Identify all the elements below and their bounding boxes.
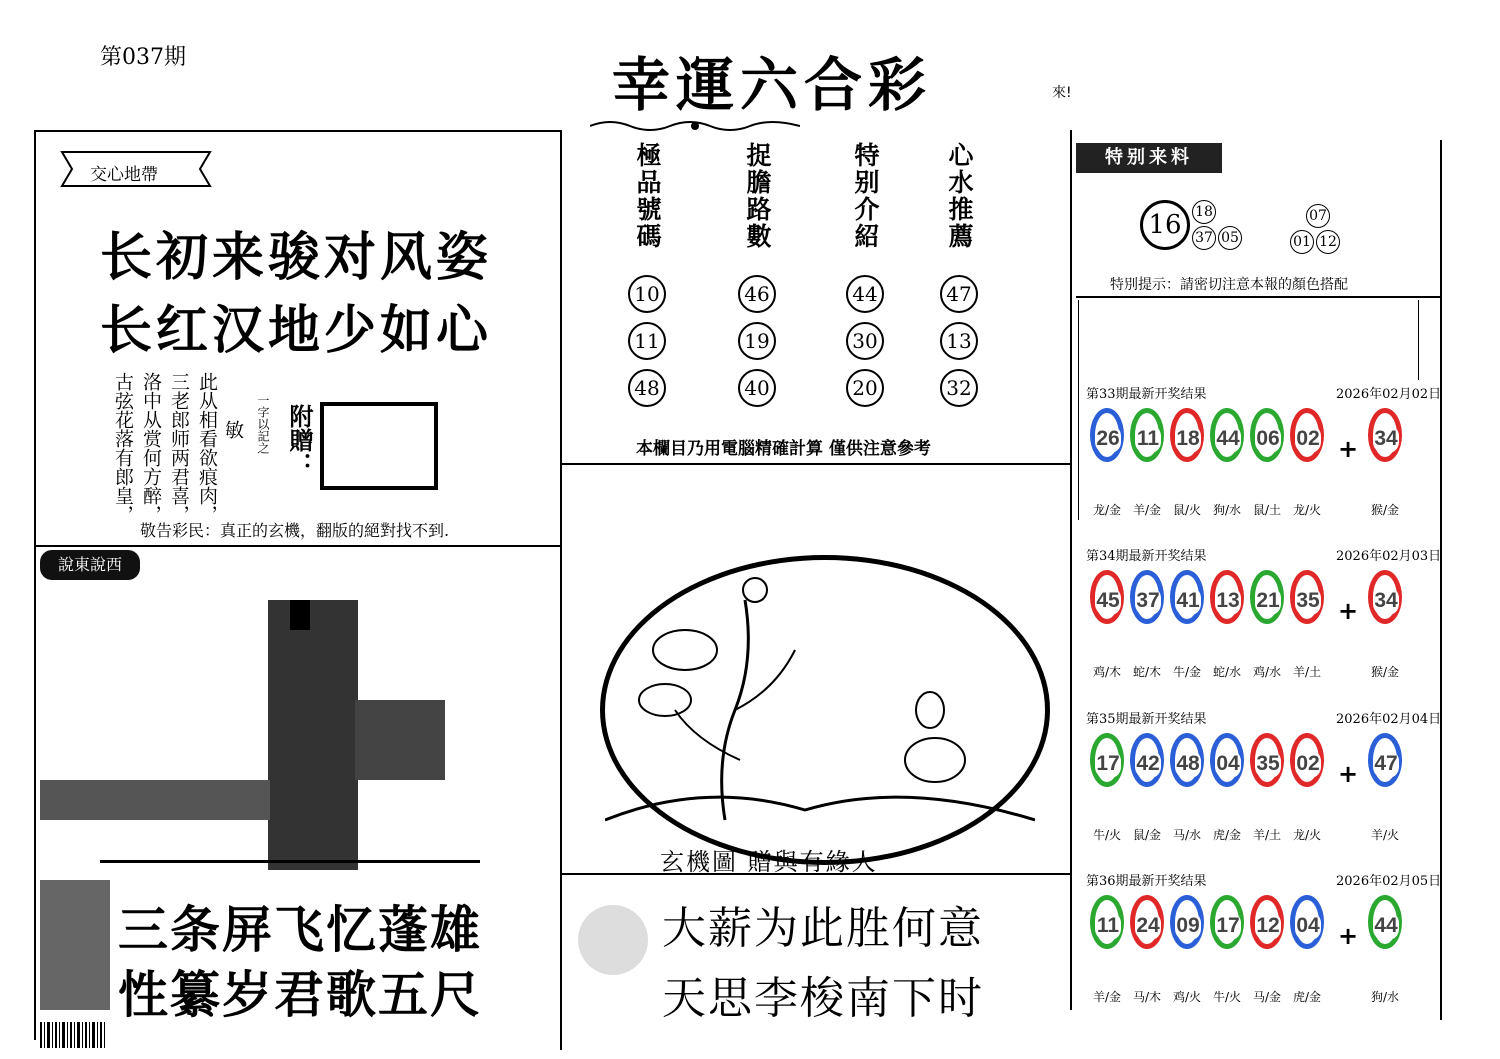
zodiac-label: 鼠/金 [1132, 828, 1162, 842]
zodiac-label: 马/金 [1252, 990, 1282, 1004]
pick-number: 46 [738, 275, 776, 313]
lottery-ball [1210, 895, 1244, 949]
zodiac-label: 鸡/木 [1092, 665, 1122, 679]
small-number: 12 [1316, 230, 1340, 254]
divider-right [1070, 130, 1072, 1010]
lottery-ball [1368, 570, 1402, 624]
zodiac-label: 虎/金 [1292, 990, 1322, 1004]
flower-illustration [605, 560, 1035, 850]
zodiac-label: 猴/金 [1370, 503, 1400, 517]
zodiac-label: 鼠/火 [1172, 503, 1202, 517]
ball-number: 18 [1175, 425, 1201, 453]
bottom-poem-1: 三条屏飞忆蓬雄 [118, 901, 482, 959]
lottery-ball [1090, 733, 1124, 787]
pick-number: 10 [628, 275, 666, 313]
result-date: 2026年02月05日 [1336, 874, 1442, 889]
ball-number: 47 [1373, 750, 1399, 778]
lottery-ball [1250, 733, 1284, 787]
ball-number: 04 [1295, 912, 1321, 940]
result-date: 2026年02月04日 [1336, 712, 1442, 727]
pick-number: 32 [940, 369, 978, 407]
lottery-ball [1210, 733, 1244, 787]
small-number: 18 [1192, 200, 1216, 224]
ball-number: 44 [1373, 912, 1399, 940]
top-border-left [34, 130, 560, 132]
special-label: 特别来料 [1076, 143, 1222, 173]
title-suffix: 來! [1052, 85, 1072, 101]
picture-caption: 玄機圖 贈與有緣人 [660, 848, 878, 876]
small-number: 05 [1218, 226, 1242, 250]
verse-col-4: 古弦花落有郎皇， [112, 372, 134, 524]
mid-poem-1: 大薪为此胜何意 [662, 903, 984, 954]
lottery-ball [1170, 570, 1204, 624]
zodiac-label: 羊/土 [1292, 665, 1322, 679]
ball-number: 17 [1215, 912, 1241, 940]
zodiac-label: 鸡/水 [1252, 665, 1282, 679]
right-inner-border [1078, 300, 1079, 520]
zodiac-label: 龙/火 [1292, 828, 1322, 842]
ball-number: 35 [1255, 750, 1281, 778]
ball-number: 04 [1215, 750, 1241, 778]
scan-noise [100, 860, 480, 863]
yinyang-icon [578, 905, 648, 975]
zodiac-label: 蛇/水 [1212, 665, 1242, 679]
ball-number: 44 [1215, 425, 1241, 453]
answer-box [320, 402, 438, 490]
result-title: 第36期最新开奖结果 [1086, 874, 1207, 889]
right-inner-border-r [1418, 300, 1419, 380]
ball-number: 12 [1255, 912, 1281, 940]
plus-sign: + [1338, 435, 1359, 463]
ball-number: 06 [1255, 425, 1281, 453]
ball-number: 02 [1295, 425, 1321, 453]
color-tip: 特別提示：請密切注意本報的顏色搭配 [1110, 277, 1348, 293]
verse-small: 敏 [222, 420, 244, 439]
lottery-ball [1368, 733, 1402, 787]
plus-sign: + [1338, 922, 1359, 950]
result-date: 2026年02月02日 [1336, 387, 1442, 402]
ball-number: 21 [1255, 587, 1281, 615]
small-number: 01 [1290, 230, 1314, 254]
ball-number: 09 [1175, 912, 1201, 940]
ball-number: 41 [1175, 587, 1201, 615]
zodiac-label: 鼠/土 [1252, 503, 1282, 517]
left-mid-rule [34, 545, 560, 547]
lottery-ball [1290, 570, 1324, 624]
section-tag-left: 交心地帶 [90, 165, 158, 185]
zodiac-label: 牛/火 [1212, 990, 1242, 1004]
section-tag-left-bottom: 說東說西 [40, 550, 140, 580]
verse-col-2: 三老郎师两君喜， [168, 372, 190, 524]
ball-number: 26 [1095, 425, 1121, 453]
page-title: 幸運六合彩 [612, 51, 933, 119]
pick-number: 19 [738, 322, 776, 360]
zodiac-label: 羊/火 [1370, 828, 1400, 842]
lottery-ball [1290, 733, 1324, 787]
zodiac-label: 狗/水 [1212, 503, 1242, 517]
poem-line-2: 长红汉地少如心 [100, 300, 493, 361]
ball-number: 24 [1135, 912, 1161, 940]
lottery-ball [1130, 895, 1164, 949]
memo-text: 一字以記之 [256, 394, 270, 454]
notice-text: 敬告彩民：真正的玄機，翻版的絕對找不到. [140, 521, 450, 540]
main-number: 16 [1140, 200, 1190, 250]
ball-number: 48 [1175, 750, 1201, 778]
pick-number: 44 [846, 275, 884, 313]
ball-number: 34 [1373, 587, 1399, 615]
zodiac-label: 狗/水 [1370, 990, 1400, 1004]
lottery-ball [1290, 408, 1324, 462]
lottery-ball [1130, 408, 1164, 462]
lottery-ball [1090, 895, 1124, 949]
scan-noise [40, 880, 110, 1010]
col-head-1: 極品號碼 [633, 142, 662, 250]
lottery-ball [1090, 408, 1124, 462]
zodiac-label: 羊/金 [1132, 503, 1162, 517]
mystery-picture [600, 555, 1050, 865]
zodiac-label: 蛇/木 [1132, 665, 1162, 679]
lottery-ball [1130, 733, 1164, 787]
calc-note: 本欄目乃用電腦精確計算 僅供注意參考 [636, 439, 931, 459]
verse-col-1: 此从相看欲痕肉， [196, 372, 218, 524]
lottery-ball [1090, 570, 1124, 624]
lottery-ball [1210, 570, 1244, 624]
lottery-ball [1130, 570, 1164, 624]
ball-number: 45 [1095, 587, 1121, 615]
pick-number: 47 [940, 275, 978, 313]
right-rule [1076, 296, 1440, 298]
lottery-ball [1250, 570, 1284, 624]
lottery-ball [1368, 408, 1402, 462]
plus-sign: + [1338, 760, 1359, 788]
zodiac-label: 羊/土 [1252, 828, 1282, 842]
zodiac-label: 牛/金 [1172, 665, 1202, 679]
issue-number: 第037期 [100, 45, 186, 70]
verse-col-3: 洛中从赏何方醉， [140, 372, 162, 524]
plus-sign: + [1338, 597, 1359, 625]
small-number: 07 [1306, 204, 1330, 228]
left-border [34, 130, 36, 1040]
mid-poem-2: 天思李梭南下时 [662, 973, 984, 1024]
col-head-3: 特别介紹 [851, 142, 880, 250]
scan-noise [290, 600, 310, 630]
ball-number: 35 [1295, 587, 1321, 615]
ball-number: 02 [1295, 750, 1321, 778]
ball-number: 17 [1095, 750, 1121, 778]
ball-number: 37 [1135, 587, 1161, 615]
barcode [40, 1022, 120, 1048]
zodiac-label: 鸡/火 [1172, 990, 1202, 1004]
scan-noise [40, 780, 270, 820]
pick-number: 40 [738, 369, 776, 407]
zodiac-label: 牛/火 [1092, 828, 1122, 842]
zodiac-label: 虎/金 [1212, 828, 1242, 842]
lottery-ball [1290, 895, 1324, 949]
ball-number: 42 [1135, 750, 1161, 778]
zodiac-label: 猴/金 [1370, 665, 1400, 679]
pick-number: 11 [628, 322, 666, 360]
scan-noise [355, 700, 445, 780]
ball-number: 34 [1373, 425, 1399, 453]
col-head-2: 捉膽路數 [743, 142, 772, 250]
ball-number: 11 [1095, 912, 1121, 940]
zodiac-label: 马/水 [1172, 828, 1202, 842]
lottery-ball [1250, 408, 1284, 462]
ball-number: 13 [1215, 587, 1241, 615]
title-ornament [590, 118, 800, 134]
zodiac-label: 马/木 [1132, 990, 1162, 1004]
result-title: 第34期最新开奖结果 [1086, 549, 1207, 564]
attach-label: 附贈： [285, 404, 313, 476]
ball-number: 11 [1135, 425, 1161, 453]
lottery-ball [1210, 408, 1244, 462]
result-title: 第33期最新开奖结果 [1086, 387, 1207, 402]
lottery-ball [1250, 895, 1284, 949]
poem-line-1: 长初来骏对风姿 [100, 227, 493, 288]
lottery-ball [1170, 408, 1204, 462]
col-head-4: 心水推薦 [945, 142, 974, 250]
zodiac-label: 羊/金 [1092, 990, 1122, 1004]
pick-number: 48 [628, 369, 666, 407]
scan-noise [268, 600, 358, 870]
zodiac-label: 龙/火 [1292, 503, 1322, 517]
pick-number: 13 [940, 322, 978, 360]
lottery-ball [1170, 895, 1204, 949]
pick-number: 30 [846, 322, 884, 360]
lottery-ball [1368, 895, 1402, 949]
pick-number: 20 [846, 369, 884, 407]
mid-rule-top [560, 463, 1070, 465]
small-number: 37 [1192, 226, 1216, 250]
result-title: 第35期最新开奖结果 [1086, 712, 1207, 727]
zodiac-label: 龙/金 [1092, 503, 1122, 517]
result-date: 2026年02月03日 [1336, 549, 1442, 564]
divider-left [560, 130, 562, 1050]
bottom-poem-2: 性纂岁君歌五尺 [118, 966, 482, 1024]
lottery-ball [1170, 733, 1204, 787]
